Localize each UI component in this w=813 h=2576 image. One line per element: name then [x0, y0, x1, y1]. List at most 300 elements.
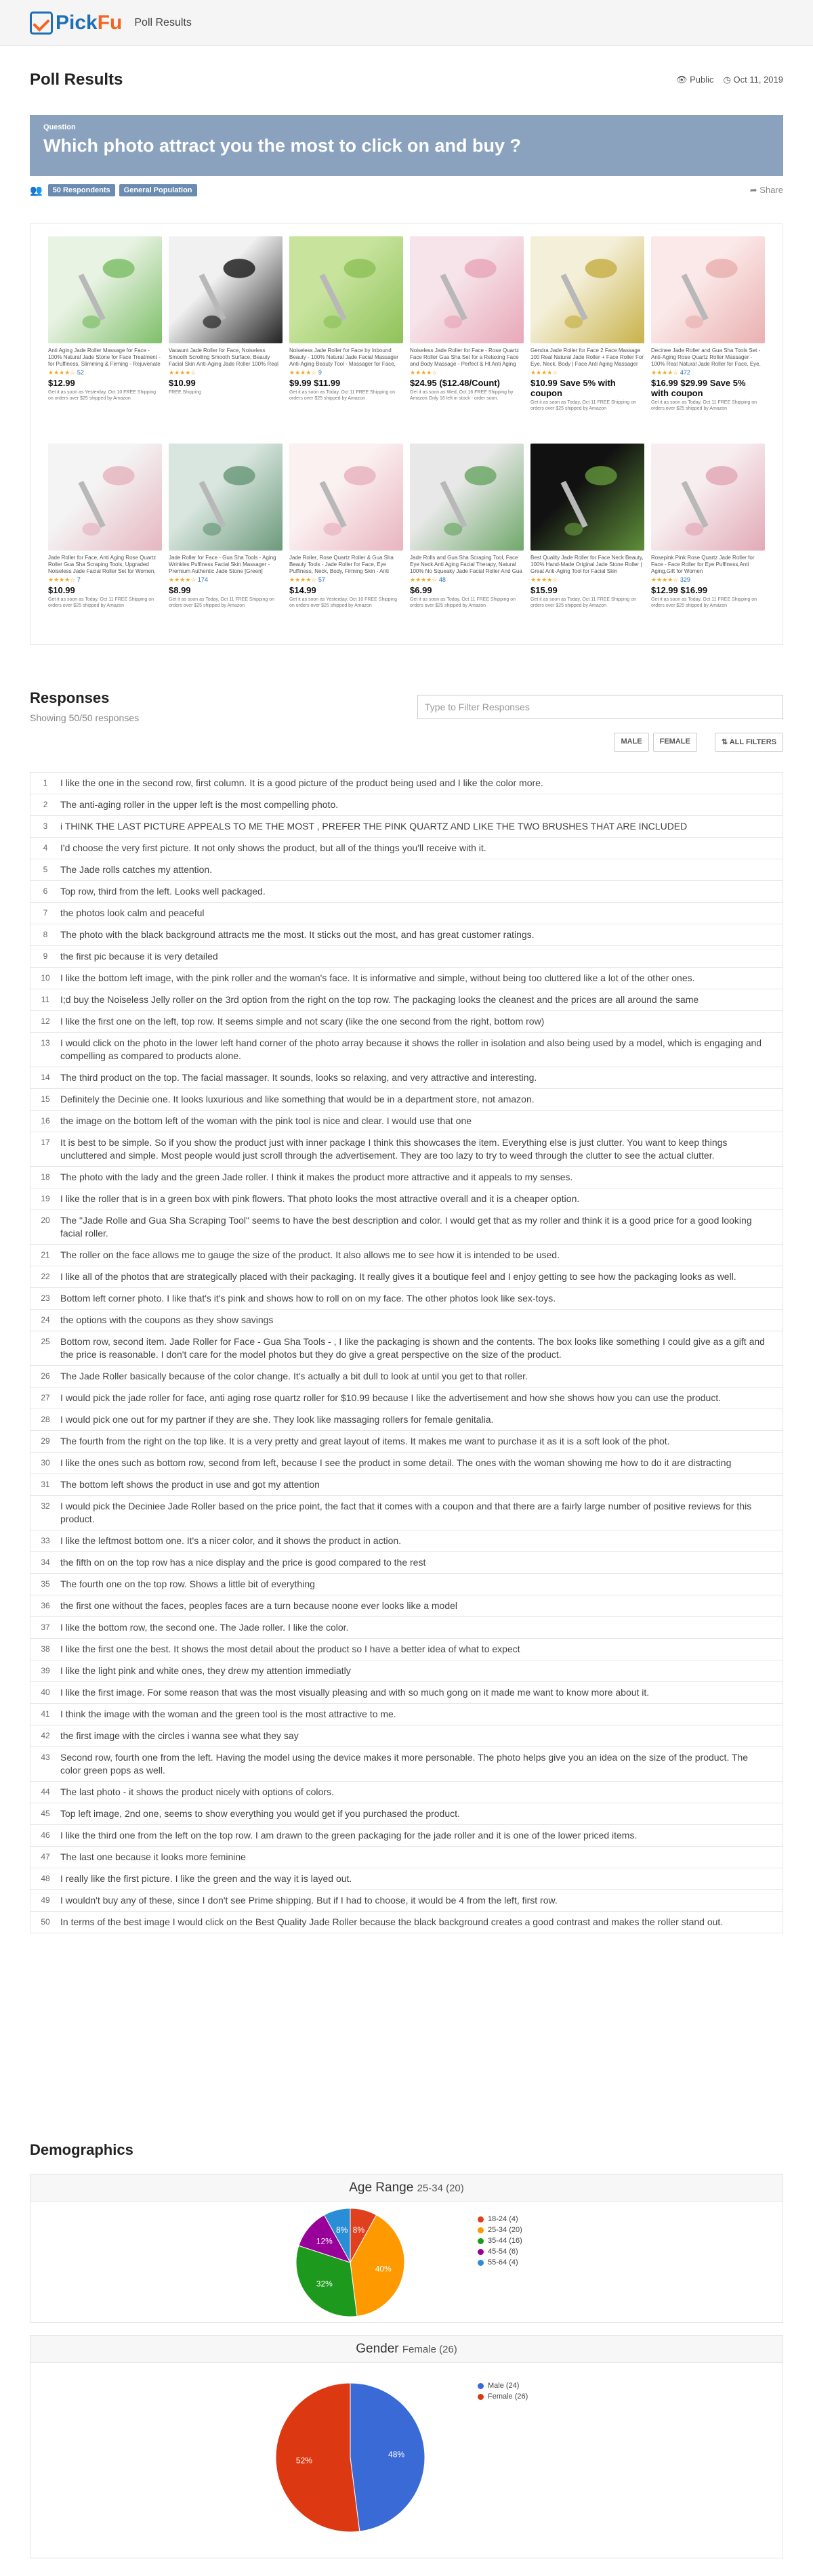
response-row: [30, 1110, 783, 1132]
response-number: 44: [41, 1787, 50, 1797]
product-price: $24.95 ($12.48/Count): [410, 378, 500, 388]
response-number: 24: [41, 1315, 50, 1325]
roller-icon: [48, 236, 162, 343]
product-rating: ★★★★☆ 329: [651, 576, 690, 583]
product-price: $12.99: [48, 378, 75, 388]
product-price: $16.99 $29.99 Save 5% with coupon: [651, 378, 746, 398]
response-row: [30, 1573, 783, 1595]
legend-item: [478, 2226, 522, 2234]
response-number: 27: [41, 1393, 50, 1402]
response-row: [30, 1132, 783, 1166]
response-row: [30, 1166, 783, 1188]
response-row: [30, 1889, 783, 1911]
pie-slice: [276, 2383, 360, 2532]
response-text: I like the roller that is in a green box with pink flowers. That photo looks the most attractive overall and it is a cheaper option.: [60, 1193, 580, 1204]
product-card[interactable]: [48, 444, 162, 632]
response-row: [30, 945, 783, 967]
filter-buttons: [30, 733, 783, 752]
legend-label: 55-64 (4): [488, 2258, 518, 2267]
poll-date: [724, 74, 783, 85]
pie-slice-label: 52%: [295, 2455, 312, 2466]
product-description: Decinee Jade Roller and Gua Sha Tools Set - Anti-Aging Rose Quartz Roller Massager - 100% Real Natural Jade Roller for Face, Eye,: [651, 347, 761, 367]
product-image: [410, 444, 524, 551]
response-row: [30, 1430, 783, 1452]
response-row: [30, 1067, 783, 1088]
review-count: 52: [77, 369, 84, 376]
response-text: The fourth from the right on the top like. It is a very pretty and great layout of items. It makes me want to purchase it as it is a soft look of the phot.: [60, 1436, 670, 1446]
legend-item: [478, 2237, 522, 2245]
response-number: 6: [43, 886, 48, 896]
response-number: 31: [41, 1480, 50, 1489]
product-price: $9.99 $11.99: [289, 378, 341, 388]
response-text: I like the light pink and white ones, they drew my attention immediatly: [60, 1665, 351, 1676]
roller-icon: [410, 444, 524, 551]
share-label: Share: [759, 185, 783, 195]
product-price: $15.99: [530, 584, 558, 595]
response-row: [30, 1365, 783, 1387]
pickfu-logo[interactable]: [30, 12, 122, 35]
response-text: I like the bottom left image, with the pink roller and the woman's face. It is informative and simple, without being too cluttered like a lot of the other ones.: [60, 972, 695, 983]
visibility-label: Public: [690, 74, 714, 85]
response-number: 49: [41, 1895, 50, 1905]
product-description: Noiseless Jade Roller for Face by Inbound Beauty - 100% Natural Jade Facial Massager Anti-Aging Beauty Tool - Massager for Face,: [289, 347, 398, 367]
response-text: I think the image with the woman and the green tool is the most attractive to me.: [60, 1709, 396, 1719]
response-row: [30, 1188, 783, 1209]
filter-responses-input[interactable]: Type to Filter Responses: [417, 695, 783, 719]
product-image: [289, 236, 403, 343]
shipping-note: Get it as soon as Yesterday, Oct 10 FREE Shipping on orders over $25 shipped by Amazon: [289, 597, 398, 608]
roller-icon: [530, 236, 644, 343]
shipping-note: Get it as soon as Yesterday, Oct 10 FREE Shipping on orders over $25 shipped by Amazon: [48, 390, 157, 401]
response-text: the first one without the faces, peoples faces are a turn because noone ever looks like a model: [60, 1600, 458, 1611]
response-row: [30, 859, 783, 880]
pie-slice-label: 12%: [316, 2236, 333, 2246]
response-number: 36: [41, 1601, 50, 1610]
checkmark-icon: [30, 12, 53, 35]
product-rating: ★★★★☆ 57: [289, 576, 325, 583]
age-range-panel: [30, 2174, 783, 2323]
product-rating: ★★★★☆: [169, 369, 196, 376]
product-price: $10.99: [169, 378, 196, 388]
response-row: [30, 1409, 783, 1430]
response-row: [30, 772, 783, 794]
response-row: [30, 1530, 783, 1551]
response-number: 45: [41, 1809, 50, 1818]
product-rating: ★★★★☆: [530, 369, 558, 376]
product-price: $6.99: [410, 584, 432, 595]
roller-icon: [48, 444, 162, 551]
product-price: $12.99 $16.99: [651, 584, 708, 595]
response-row: [30, 1088, 783, 1110]
product-card[interactable]: [410, 444, 524, 632]
product-description: Gendra Jade Roller for Face 2 Face Massage 100 Real Natural Jade Roller + Face Roller For Eye, Neck, Body | Face Anti Aging Massager: [530, 347, 644, 367]
pie-slice: [350, 2383, 425, 2531]
product-rating: ★★★★☆ 48: [410, 576, 446, 583]
legend-item: [478, 2392, 528, 2401]
page-title: Poll Results: [30, 70, 123, 89]
response-text: the photos look calm and peaceful: [60, 907, 205, 918]
legend-label: Female (26): [488, 2392, 528, 2401]
product-card[interactable]: [48, 236, 162, 435]
product-image: [48, 236, 162, 343]
response-text: It is best to be simple. So if you show the product just with inner package I think this showcases the item. Everything else is just clutter. You want to keep things uncluttered and simple. Most people would just scroll through the advertisement. They are too lazy to try to weed through the clutter to see the actual clutter.: [60, 1137, 728, 1161]
response-text: I would pick the Deciniee Jade Roller based on the price point, the fact that it comes with a coupon and that there are a fairly large number of positive reviews for this product.: [60, 1501, 752, 1524]
response-number: 18: [41, 1172, 50, 1182]
gender-legend: [478, 2382, 528, 2403]
share-button[interactable]: [750, 185, 783, 196]
product-image: [169, 444, 283, 551]
response-number: 39: [41, 1666, 50, 1675]
respondents-tag[interactable]: 50 Respondents: [48, 184, 115, 196]
breadcrumb: Poll Results: [134, 16, 192, 28]
response-number: 34: [41, 1558, 50, 1567]
shipping-note: Get it as soon as Today, Oct 11 FREE Shipping on orders over $25 shipped by Amazon: [651, 400, 757, 411]
question-text: Which photo attract you the most to click on and buy ?: [43, 135, 522, 156]
product-description: Best Quality Jade Roller for Face Neck Beauty, 100% Hand-Made Original Jade Stone Roller | Great Anti-Aging Tool for Facial Skin: [530, 554, 644, 574]
response-text: I like the bottom row, the second one. The Jade roller. I like the color.: [60, 1622, 349, 1633]
response-row: [30, 1616, 783, 1638]
title-bar: [30, 66, 783, 93]
response-number: 46: [41, 1830, 50, 1840]
legend-item: [478, 2258, 522, 2267]
roller-icon: [289, 236, 403, 343]
visibility-badge: [676, 74, 714, 85]
legend-label: 25-34 (20): [488, 2226, 522, 2234]
product-grid-image[interactable]: [30, 223, 783, 645]
response-row: [30, 1725, 783, 1746]
response-text: the first image with the circles i wanna see what they say: [60, 1730, 299, 1741]
review-count: 48: [438, 576, 446, 583]
response-row: [30, 1803, 783, 1824]
response-row: [30, 1681, 783, 1703]
shipping-note: Get it as soon as Wed, Oct 16 FREE Shipping by Amazon Only 16 left in stock - order soon.: [410, 390, 514, 401]
response-row: [30, 880, 783, 902]
review-count: 174: [197, 576, 208, 583]
response-row: [30, 967, 783, 989]
review-count: 329: [680, 576, 690, 583]
response-row: [30, 1911, 783, 1933]
response-number: 2: [43, 800, 48, 809]
people-icon: 👥: [30, 185, 43, 196]
response-text: I like the leftmost bottom one. It's a nicer color, and it shows the product in action.: [60, 1535, 402, 1546]
product-rating: ★★★★☆ 52: [48, 369, 84, 376]
product-image: [48, 444, 162, 551]
product-card[interactable]: [651, 236, 765, 435]
roller-icon: [169, 444, 283, 551]
gender-title: Gender: [356, 2342, 399, 2356]
responses-header: [30, 689, 783, 730]
pie-slice-label: 32%: [316, 2279, 333, 2289]
product-image: [169, 236, 283, 343]
response-text: The "Jade Rolle and Gua Sha Scraping Tool" seems to have the best description and color. I would get that as my roller and think it is a good price for a good looking facial roller.: [60, 1215, 752, 1239]
product-description: Noiseless Jade Roller for Face - Rose Quartz Face Roller Gua Sha Set for a Relaxing Face and Body Massage - Perfect & Ht Anti Aging: [410, 347, 519, 367]
response-number: 30: [41, 1458, 50, 1467]
male-filter-button[interactable]: MALE: [614, 733, 648, 752]
pie-slice-label: 40%: [375, 2264, 392, 2274]
eye-icon: 👁: [675, 74, 688, 85]
response-text: I like the first one the best. It shows the most detail about the product so I have a better idea of what to expect: [60, 1644, 520, 1654]
response-text: I wouldn't buy any of these, since I don't see Prime shipping. But if I had to choose, it would be 4 from the left, first row.: [60, 1895, 558, 1906]
response-number: 37: [41, 1623, 50, 1632]
shipping-note: Get it as soon as Today, Oct 11 FREE Shipping on orders over $25 shipped by Amazon: [530, 597, 637, 608]
product-description: Jade Rolls and Gua Sha Scraping Tool, Face Eye Neck Anti Aging Facial Therapy, Natural 100% No Squeaky Jade Facial Roller And Gua: [410, 554, 522, 574]
response-number: 21: [41, 1250, 50, 1260]
response-number: 35: [41, 1579, 50, 1589]
response-number: 48: [41, 1874, 50, 1883]
response-row: [30, 1287, 783, 1309]
legend-dot-icon: [478, 2383, 484, 2389]
product-rating: ★★★★☆ 472: [651, 369, 690, 376]
response-number: 8: [43, 930, 48, 939]
response-text: The bottom left shows the product in use and got my attention: [60, 1479, 320, 1490]
product-price: $8.99: [169, 584, 191, 595]
response-number: 41: [41, 1709, 50, 1719]
pie-slice-label: 8%: [352, 2225, 365, 2235]
product-card[interactable]: [169, 444, 283, 632]
response-text: I like all of the photos that are strategically placed with their packaging. It really gives it a boutique feel and I enjoy getting to see how the packaging looks as well.: [60, 1271, 736, 1282]
shipping-note: Get it as soon as Today, Oct 11 FREE Shipping on orders over $25 shipped by Amazon: [289, 390, 396, 401]
roller-icon: [169, 236, 283, 343]
legend-label: 18-24 (4): [488, 2215, 518, 2223]
response-number: 4: [43, 843, 48, 853]
response-text: I'd choose the very first picture. It not only shows the product, but all of the things you'll receive with it.: [60, 842, 486, 853]
response-number: 47: [41, 1852, 50, 1862]
response-number: 17: [41, 1138, 50, 1147]
response-text: Second row, fourth one from the left. Having the model using the device makes it more personable. The photo helps give you an idea on the size of the product. The color green pops as well.: [60, 1752, 749, 1776]
product-card[interactable]: [410, 236, 524, 435]
response-text: I would pick the jade roller for face, anti aging rose quartz roller for $10.99 because I like the advertisement and how she shows how you can use the product.: [60, 1392, 722, 1403]
response-row: [30, 1638, 783, 1660]
response-row: [30, 1824, 783, 1846]
response-number: 16: [41, 1116, 50, 1125]
product-card[interactable]: [289, 236, 403, 435]
review-count: 7: [77, 576, 81, 583]
product-description: Jade Roller for Face - Gua Sha Tools - Aging Wrinkles Puffiness Facial Skin Massager - Premium Authentic Jade Stone [Green]: [169, 554, 276, 574]
population-tag[interactable]: General Population: [119, 184, 197, 196]
response-text: I like the first image. For some reason that was the most visually pleasing and with so much gong on it made me want to know more about it.: [60, 1687, 650, 1698]
response-row: [30, 1495, 783, 1530]
product-image: [289, 444, 403, 551]
response-text: the fifth on on the top row has a nice display and the price is good compared to the rest: [60, 1557, 426, 1568]
response-text: The roller on the face allows me to gauge the size of the product. It also allows me to see how it is intended to be used.: [60, 1249, 560, 1260]
pie-slice-label: 8%: [335, 2225, 348, 2235]
response-number: 25: [41, 1337, 50, 1346]
response-number: 14: [41, 1073, 50, 1082]
shipping-note: Get it as soon as Today, Oct 11 FREE Shipping on orders over $25 shipped by Amazon: [651, 597, 757, 608]
product-rating: ★★★★☆ 7: [48, 576, 81, 583]
response-text: I like the ones such as bottom row, second from left, because I see the product in some detail. The ones with the woman showing me how to do it are distracting: [60, 1457, 732, 1468]
response-row: [30, 1551, 783, 1573]
roller-icon: [651, 444, 765, 551]
age-legend: [478, 2215, 522, 2269]
response-row: [30, 794, 783, 815]
response-number: 33: [41, 1536, 50, 1545]
response-text: Bottom left corner photo. I like that's it's pink and shows how to roll on on my face. The other photos look like sex-toys.: [60, 1293, 556, 1304]
response-number: 43: [41, 1753, 50, 1762]
response-text: The Jade rolls catches my attention.: [60, 864, 213, 875]
product-description: Vaoaunt Jade Roller for Face, Noiseless Smooth Scrolling Smooth Surface, Beauty Facial Skin Anti-Aging Jade Roller 100% Real: [169, 347, 278, 367]
product-rating: ★★★★☆: [530, 576, 558, 583]
response-row: [30, 1595, 783, 1616]
response-number: 29: [41, 1436, 50, 1446]
response-row: [30, 1266, 783, 1287]
review-count: 57: [318, 576, 325, 583]
product-image: [410, 236, 524, 343]
response-row: [30, 837, 783, 859]
product-price: $10.99 Save 5% with coupon: [530, 378, 616, 398]
response-text: I;d buy the Noiseless Jelly roller on the 3rd option from the right on the top row. The packaging looks the cleanest and the prices are all around the same: [60, 994, 699, 1005]
review-count: 9: [318, 369, 322, 376]
response-text: Definitely the Decinie one. It looks luxurious and like something that would be in a department store, not amazon.: [60, 1094, 535, 1104]
response-row: [30, 1010, 783, 1032]
response-number: 9: [43, 951, 48, 961]
female-filter-button[interactable]: FEMALE: [653, 733, 697, 752]
legend-item: [478, 2382, 528, 2390]
product-rating: ★★★★☆ 9: [289, 369, 322, 376]
legend-item: [478, 2215, 522, 2223]
response-row: [30, 1387, 783, 1409]
response-number: 1: [43, 778, 48, 788]
response-text: The anti-aging roller in the upper left is the most compelling photo.: [60, 799, 339, 810]
logo-text-fu: Fu: [97, 11, 123, 34]
legend-label: 35-44 (16): [488, 2237, 522, 2245]
product-card[interactable]: [169, 236, 283, 435]
legend-dot-icon: [478, 2216, 484, 2223]
responses-count: Showing 50/50 responses: [30, 712, 140, 723]
response-number: 32: [41, 1501, 50, 1511]
response-number: 42: [41, 1731, 50, 1740]
share-icon: ➦: [749, 185, 757, 195]
logo-text-pick: Pick: [56, 11, 98, 34]
response-text: Top row, third from the left. Looks well packaged.: [60, 886, 266, 897]
response-text: I really like the first picture. I like the green and the way it is layed out.: [60, 1873, 352, 1884]
gender-header: [30, 2336, 783, 2363]
product-description: Jade Roller, Rose Quartz Roller & Gua Sha Beauty Tools - Jade Roller for Face, Eye Puffiness, Neck, Body, Firming Skin - Anti: [289, 554, 394, 574]
response-number: 20: [41, 1216, 50, 1225]
response-number: 28: [41, 1415, 50, 1424]
response-text: Bottom row, second item. Jade Roller for Face - Gua Sha Tools - , I like the packaging is shown and the contents. The box looks like something I could give as a gift and the price is reasonable. I don't care for the model photos but they do give a great perspective on the size of the product.: [60, 1336, 765, 1360]
product-description: Rosepink Pink Rose Quartz Jade Roller for Face - Face Roller for Eye Puffiness,Anti Aging,Gift for Women: [651, 554, 755, 574]
gender-panel: [30, 2335, 783, 2558]
legend-item: [478, 2248, 522, 2256]
response-row: [30, 1309, 783, 1331]
pie-slice-label: 48%: [388, 2449, 405, 2460]
response-number: 5: [43, 865, 48, 874]
product-card[interactable]: [651, 444, 765, 632]
product-rating: ★★★★☆: [410, 369, 438, 376]
date-label: Oct 11, 2019: [733, 74, 783, 85]
response-row: [30, 1032, 783, 1067]
question-label: Question: [43, 123, 76, 131]
age-range-top: 25-34 (20): [417, 2183, 464, 2194]
product-card[interactable]: [530, 444, 644, 632]
roller-icon: [410, 236, 524, 343]
legend-label: Male (24): [488, 2382, 520, 2390]
shipping-note: Get it as soon as Today, Oct 11 FREE Shipping on orders over $25 shipped by Amazon: [169, 597, 275, 608]
roller-icon: [530, 444, 644, 551]
response-row: [30, 1781, 783, 1803]
demographics-title: Demographics: [30, 2141, 133, 2158]
roller-icon: [651, 236, 765, 343]
response-row: [30, 1331, 783, 1365]
response-text: The last photo - it shows the product nicely with options of colors.: [60, 1786, 334, 1797]
response-row: [30, 924, 783, 945]
response-row: [30, 902, 783, 924]
response-text: Top left image, 2nd one, seems to show everything you would get if you purchased the product.: [60, 1808, 460, 1819]
response-row: [30, 1244, 783, 1266]
product-image: [530, 236, 644, 343]
response-row: [30, 989, 783, 1010]
response-number: 26: [41, 1371, 50, 1381]
response-number: 11: [41, 995, 50, 1004]
response-text: the first pic because it is very detailed: [60, 951, 218, 962]
legend-label: 45-54 (6): [488, 2248, 518, 2256]
response-number: 3: [43, 821, 48, 831]
response-text: The third product on the top. The facial massager. It sounds, looks so relaxing, and very attractive and interesting.: [60, 1072, 537, 1083]
response-number: 15: [41, 1094, 50, 1104]
response-row: [30, 1474, 783, 1495]
response-number: 7: [43, 908, 48, 918]
roller-icon: [289, 444, 403, 551]
response-text: In terms of the best image I would click on the Best Quality Jade Roller because the black background creates a good contrast and makes the roller stand out.: [60, 1916, 724, 1927]
response-row: [30, 1703, 783, 1725]
all-filters-label: ALL FILTERS: [729, 738, 776, 746]
shipping-note: Get it as soon as Today, Oct 11 FREE Shipping on orders over $25 shipped by Amazon: [410, 597, 516, 608]
responses-title: Responses: [30, 689, 110, 706]
response-text: The last one because it looks more feminine: [60, 1851, 246, 1862]
product-description: Anti Aging Jade Roller Massage for Face - 100% Natural Jade Stone for Face Treatment - for Puffiness, Slimming & Firming - Rejuvenate: [48, 347, 161, 367]
response-text: The photo with the black background attracts me the most. It sticks out the most, and has great customer ratings.: [60, 929, 535, 940]
response-text: The fourth one on the top row. Shows a little bit of everything: [60, 1579, 315, 1589]
product-card[interactable]: [530, 236, 644, 435]
response-row: [30, 1209, 783, 1244]
age-pie-chart: [30, 2202, 783, 2322]
response-text: I would click on the photo in the lower left hand corner of the photo array because it shows the roller in isolation and also being used by a model, which is engaging and compelling as compared to products alone.: [60, 1037, 762, 1061]
gender-top: Female (26): [402, 2344, 457, 2355]
response-row: [30, 815, 783, 837]
response-number: 10: [41, 973, 50, 983]
legend-dot-icon: [478, 2260, 484, 2266]
age-range-title: Age Range: [349, 2181, 414, 2195]
response-number: 23: [41, 1293, 50, 1303]
age-range-header: [30, 2174, 783, 2202]
top-bar: [0, 0, 813, 46]
sliders-icon: ⇅: [721, 738, 728, 746]
product-image: [651, 236, 765, 343]
clock-icon: ◷: [723, 74, 731, 85]
response-row: [30, 1746, 783, 1781]
response-row: [30, 1452, 783, 1474]
product-card[interactable]: [289, 444, 403, 632]
response-row: [30, 1660, 783, 1681]
response-number: 12: [41, 1016, 50, 1026]
response-text: I like the first one on the left, top row. It seems simple and not scary (like the one second from the right, bottom row): [60, 1016, 545, 1027]
legend-dot-icon: [478, 2238, 484, 2244]
product-description: Jade Roller for Face, Anti Aging Rose Quartz Roller Gua Sha Scraping Tools, Upgraded Noiseless Jade Facial Roller Set for Women,: [48, 554, 157, 574]
response-text: the options with the coupons as they show savings: [60, 1314, 274, 1325]
response-text: I would pick one out for my partner if they are she. They look like massaging rollers for female genitalia.: [60, 1414, 494, 1425]
response-text: The Jade Roller basically because of the color change. It's actually a bit dull to look at until you get to that roller.: [60, 1371, 528, 1381]
all-filters-button[interactable]: [715, 733, 783, 752]
response-number: 22: [41, 1272, 50, 1281]
response-text: I like the third one from the left on the top row. I am drawn to the green packaging for the jade roller and it is one of the lower priced items.: [60, 1830, 638, 1841]
shipping-note: Get it as soon as Today, Oct 11 FREE Shipping on orders over $25 shipped by Amazon: [48, 597, 154, 608]
gender-pie-chart: [30, 2363, 783, 2558]
response-number: 40: [41, 1688, 50, 1697]
shipping-note: Get it as soon as Today, Oct 11 FREE Shipping on orders over $25 shipped by Amazon: [530, 400, 637, 411]
response-number: 38: [41, 1644, 50, 1654]
response-number: 13: [41, 1038, 50, 1048]
